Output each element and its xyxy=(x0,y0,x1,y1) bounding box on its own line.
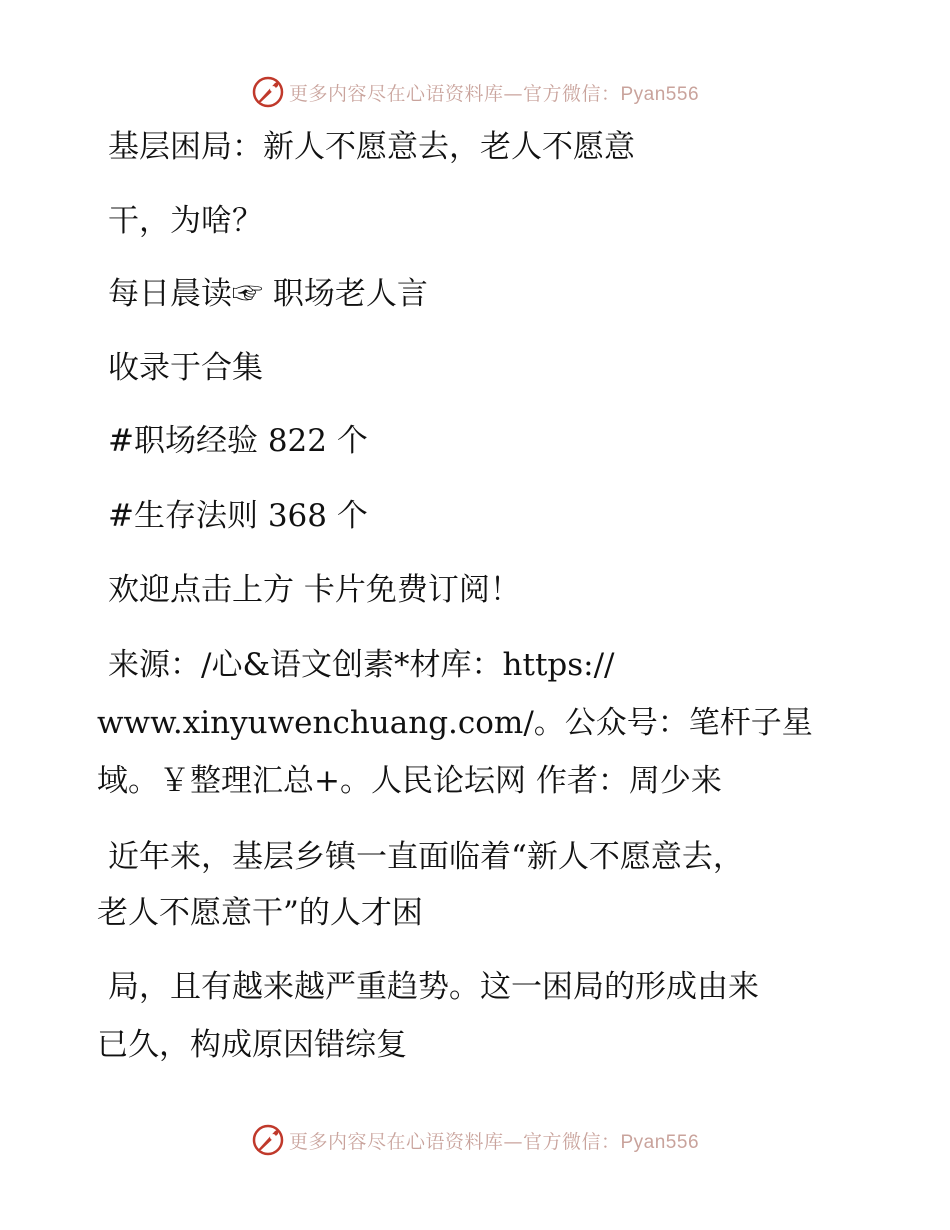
source-line-3: 域。￥整理汇总+。人民论坛网 作者：周少来 xyxy=(97,763,722,799)
body-paragraph-1-line-2: 老人不愿意干”的人才困 xyxy=(97,895,423,931)
header-watermark-banner xyxy=(0,72,950,112)
watermark-text: 更多内容尽在心语资料库—官方微信：Pyan556 xyxy=(288,82,700,105)
tag-line-survival: #生存法则 368 个 xyxy=(108,498,368,534)
source-line-2: www.xinyuwenchuang.com/。公众号：笔杆子星 xyxy=(97,705,813,741)
body-paragraph-1-line-1: 近年来，基层乡镇一直面临着“新人不愿意去， xyxy=(108,839,744,875)
title-line-1: 基层困局：新人不愿意去，老人不愿意 xyxy=(108,129,635,165)
tag-line-career: #职场经验 822 个 xyxy=(108,423,368,459)
subscribe-prompt-line: 欢迎点击上方 卡片免费订阅！ xyxy=(108,572,521,608)
watermark-account: Pyan556 xyxy=(620,1131,700,1153)
footer-watermark-banner xyxy=(0,1120,950,1160)
watermark-text: 更多内容尽在心语资料库—官方微信：Pyan556 xyxy=(288,1130,700,1153)
quill-pen-logo-icon xyxy=(251,1123,285,1157)
collection-label-line: 收录于合集 xyxy=(108,350,263,386)
watermark-account: Pyan556 xyxy=(620,83,700,105)
source-line-1: 来源：/心&语文创素*材库：https:// xyxy=(108,647,615,683)
quill-pen-logo-icon xyxy=(251,75,285,109)
column-name-line: 每日晨读☞ 职场老人言 xyxy=(108,276,428,312)
body-paragraph-2-line-2: 已久，构成原因错综复 xyxy=(97,1027,407,1063)
body-paragraph-2-line-1: 局，且有越来越严重趋势。这一困局的形成由来 xyxy=(108,969,759,1005)
title-line-2: 干，为啥？ xyxy=(108,203,263,239)
